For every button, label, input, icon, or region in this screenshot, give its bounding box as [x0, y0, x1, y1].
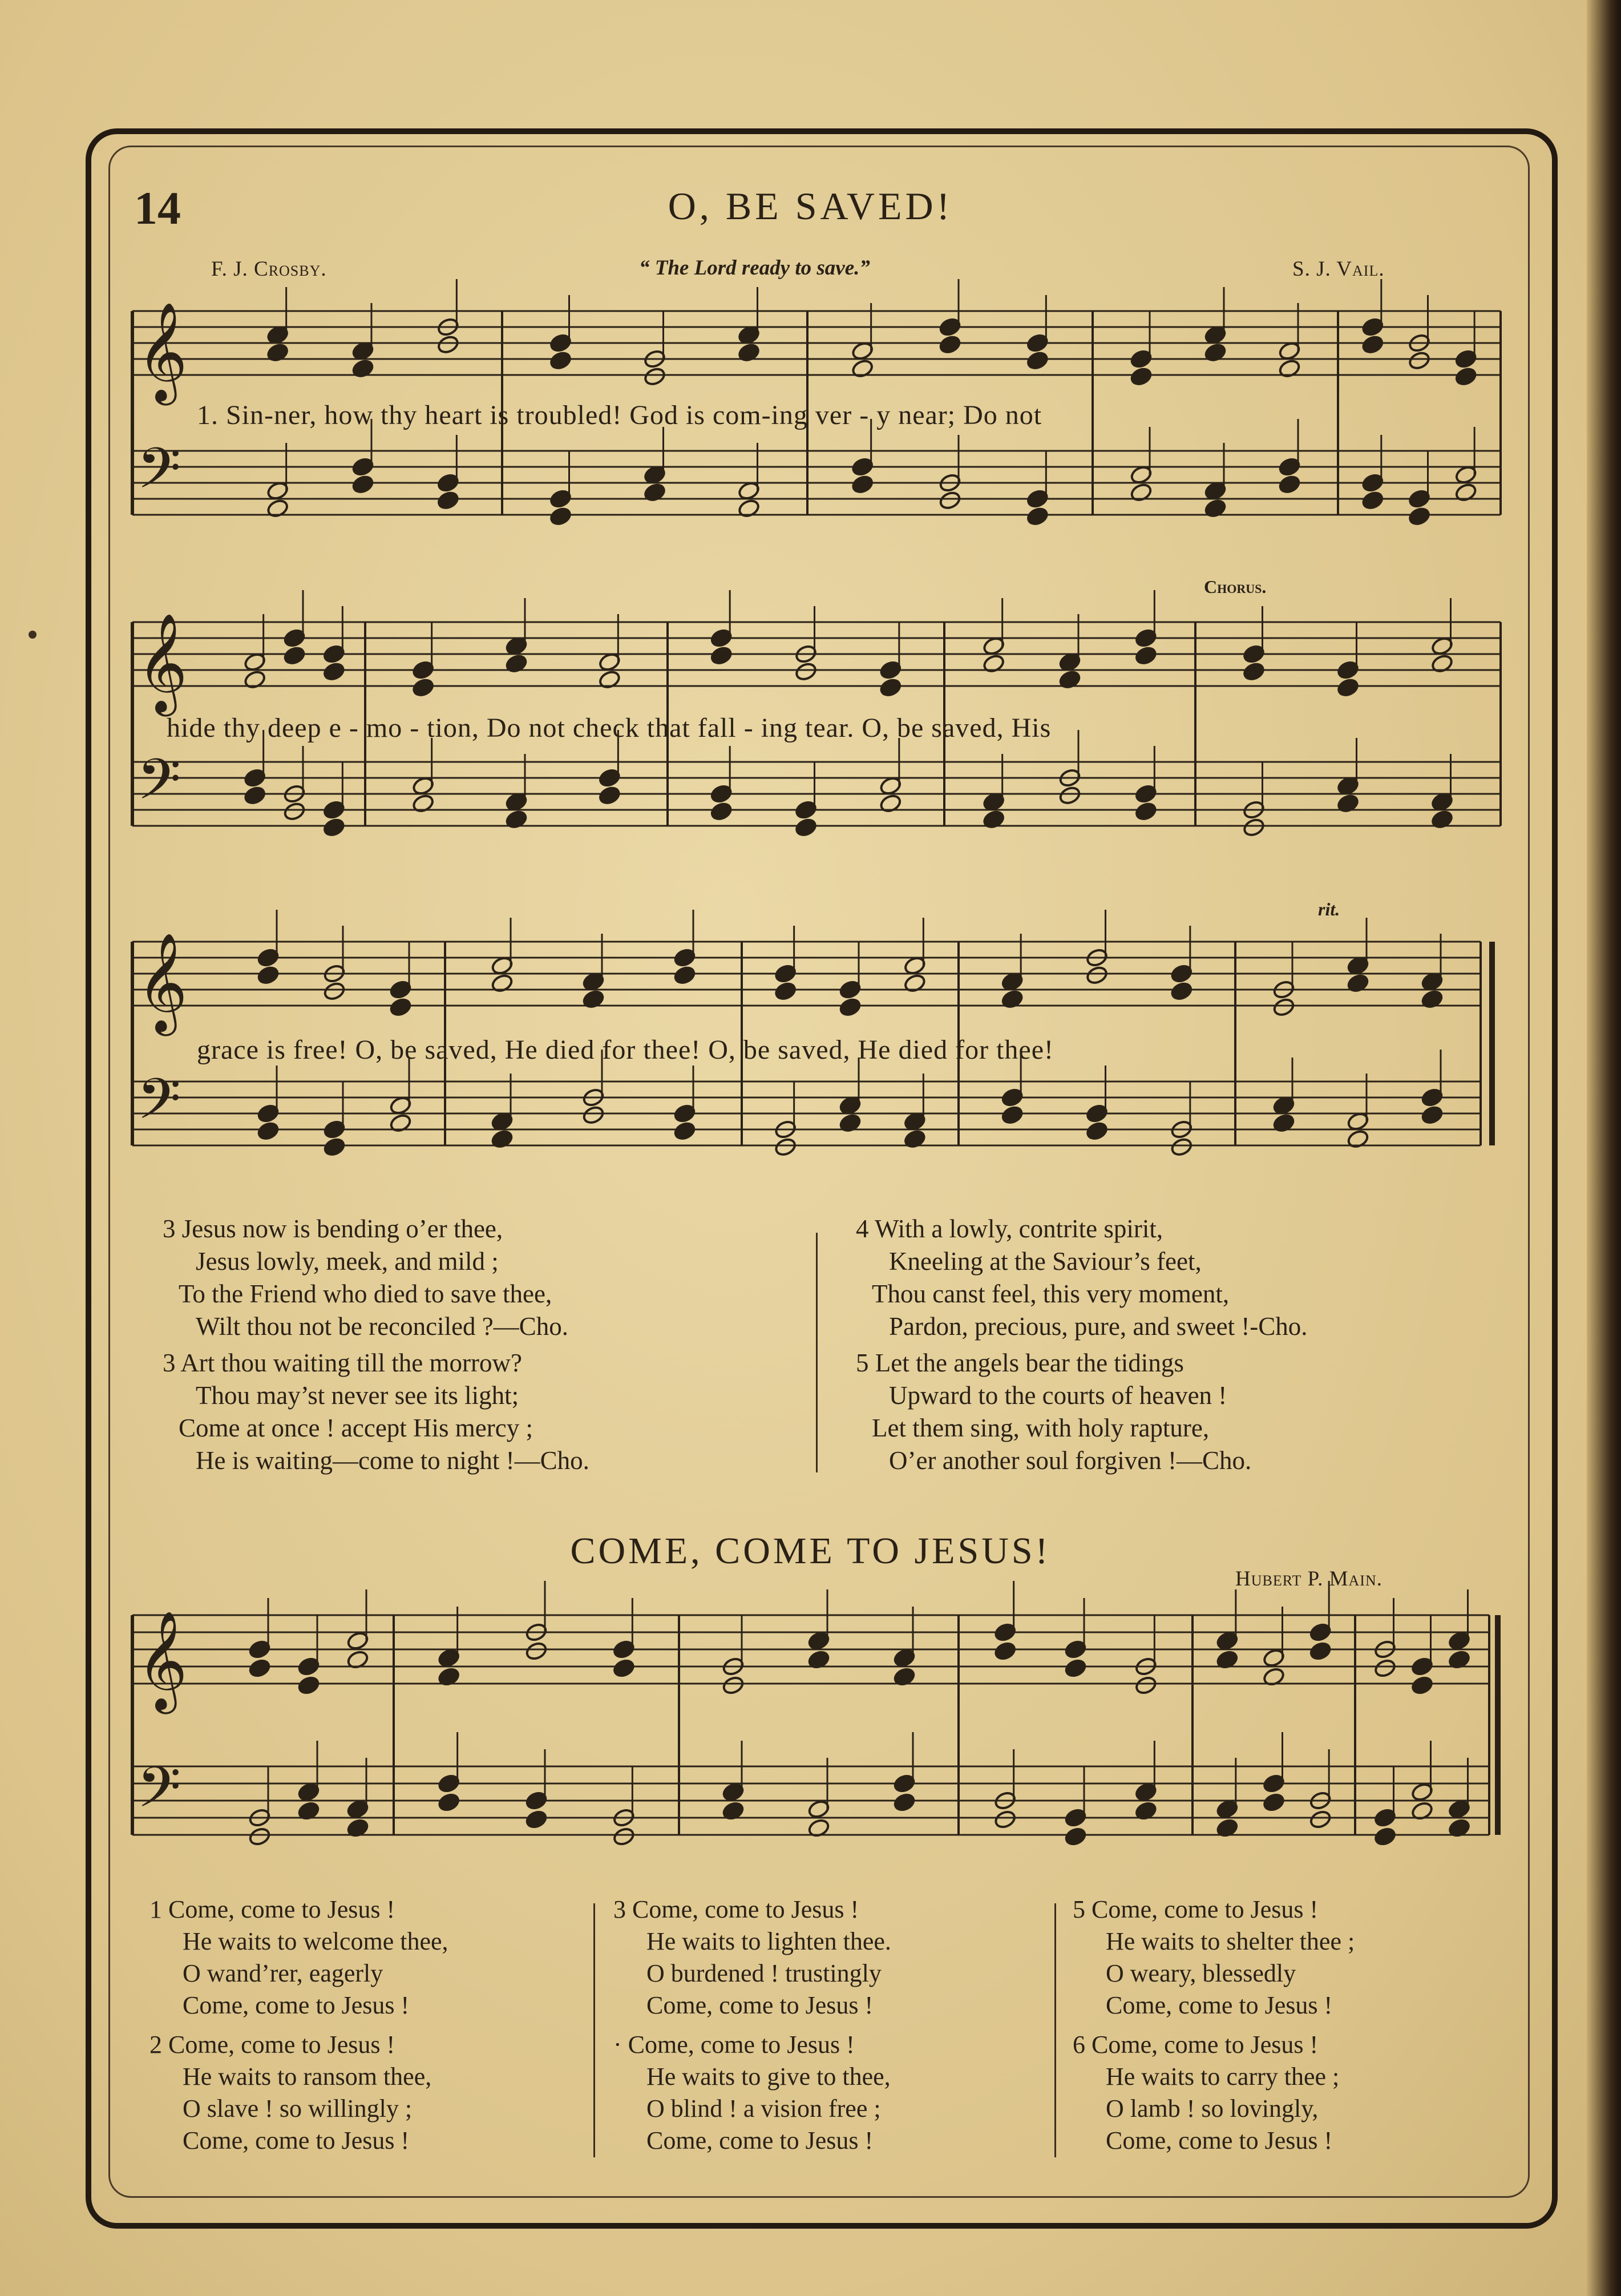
- verse-line: Wilt thou not be reconciled ?—Cho.: [196, 1312, 569, 1341]
- system3-bass-note-head: [1085, 1121, 1109, 1141]
- system4-bass-note-head: [437, 1792, 460, 1813]
- treble-clef-icon: 𝄞: [137, 1611, 188, 1710]
- system1-treble-note-head: [939, 334, 962, 355]
- system4-bass-note-head: [1262, 1792, 1286, 1813]
- verse-line: Come, come to Jesus !: [168, 1895, 395, 1923]
- system1-bass-note-head: [1361, 490, 1384, 511]
- treble-clef-icon: 𝄞: [137, 933, 188, 1032]
- system2-bass-note-head: [322, 817, 346, 838]
- system4-treble-note-head: [1064, 1658, 1088, 1678]
- hymn1-verse-4: [856, 1213, 1308, 1343]
- system4-bass-note-head: [993, 1809, 1017, 1830]
- system1-treble-note-head: [1361, 334, 1384, 355]
- verse-line: Let the angels bear the tidings: [875, 1349, 1184, 1377]
- verse-line: Come, come to Jesus !: [646, 1991, 874, 2019]
- system4-treble-note-head: [993, 1641, 1017, 1661]
- system1-treble-note-head: [1454, 366, 1478, 387]
- hymn1-author: F. J. Crosby.: [211, 257, 327, 281]
- verse-number: 3: [163, 1349, 176, 1377]
- system3-treble-note-head: [1170, 981, 1193, 1002]
- verse-line: Jesus lowly, meek, and mild ;: [196, 1247, 499, 1276]
- bass-clef-icon: 𝄢: [137, 1755, 181, 1834]
- system1-treble-note-head: [436, 334, 460, 355]
- system2-bass-note-head: [1242, 817, 1266, 838]
- hymn1-verse-3a: [163, 1213, 568, 1343]
- verse-line: Art thou waiting till the morrow?: [180, 1349, 522, 1377]
- verse-line: Come, come to Jesus !: [168, 2031, 395, 2059]
- verse-line: Come, come to Jesus !: [1106, 2126, 1333, 2154]
- hymn2-verse-1: [149, 1894, 448, 2021]
- verse-number: 3: [613, 1895, 626, 1923]
- verse-divider: [1054, 1903, 1056, 2157]
- system3-bass-note-head: [1421, 1105, 1444, 1125]
- system3-bass-note-head: [1001, 1105, 1024, 1125]
- bass-clef-icon: 𝄢: [137, 436, 181, 515]
- verse-line: Come, come to Jesus !: [646, 2126, 874, 2154]
- rit-label: rit.: [1318, 899, 1340, 919]
- hymn1-lyric-line-2: hide thy deep e - mo - tion, Do not check that fall - ing tear. O, be saved, His: [167, 713, 1052, 743]
- verse-number: 3: [163, 1214, 176, 1243]
- verse-line: Come, come to Jesus !: [628, 2031, 855, 2059]
- system4-bass-note-head: [1373, 1826, 1397, 1847]
- verse-line: He waits to lighten thee.: [646, 1927, 891, 1955]
- system3-treble-note-head: [774, 981, 797, 1002]
- system2-treble-note-head: [411, 677, 435, 698]
- verse-line: Come, come to Jesus !: [1106, 1991, 1333, 2019]
- system3-bass-note-head: [582, 1105, 605, 1125]
- treble-clef-icon: 𝄞: [137, 613, 188, 712]
- hymn1-verse-3b: [163, 1347, 589, 1477]
- system4-treble-note-head: [1134, 1675, 1158, 1696]
- verse-line: O wand’rer, eagerly: [183, 1959, 383, 1987]
- system3-treble-note-head: [257, 965, 280, 986]
- system1-treble-note-head: [1026, 350, 1049, 371]
- verse-line: Come, come to Jesus !: [183, 1991, 410, 2019]
- verse-line: O weary, blessedly: [1106, 1959, 1296, 1987]
- system1-bass-note-head: [851, 474, 874, 495]
- verse-line: With a lowly, contrite spirit,: [874, 1214, 1163, 1243]
- verse-line: He waits to carry thee ;: [1106, 2063, 1340, 2091]
- hymn1-composer: S. J. Vail.: [1292, 257, 1385, 281]
- system4-bass-note-head: [248, 1826, 272, 1847]
- hymn2-verse-2: [149, 2029, 431, 2157]
- verse-number: 5: [1073, 1895, 1085, 1923]
- system2-bass-note-head: [710, 801, 733, 822]
- verse-number: 4: [856, 1214, 869, 1243]
- system1-bass-note-head: [939, 490, 962, 511]
- system4-treble-note-head: [297, 1675, 321, 1696]
- system1-treble-note-head: [1408, 350, 1431, 371]
- system1-bass-note-head: [436, 490, 460, 511]
- verse-line: O blind ! a vision free ;: [646, 2095, 881, 2123]
- hymn2-verse-3: [613, 1894, 891, 2021]
- hymn2-title: COME, COME TO JESUS!: [570, 1530, 1051, 1572]
- system3-treble-note-head: [839, 997, 862, 1018]
- system3-bass-note-head: [774, 1137, 797, 1157]
- verse-line: Come, come to Jesus !: [632, 1895, 859, 1923]
- system2-bass-note-head: [283, 801, 306, 822]
- hymn1-lyric-line-1: 1. Sin-ner, how thy heart is troubled! God is com-ing ver - y near; Do not: [197, 400, 1042, 430]
- system2-treble-note-head: [794, 661, 818, 682]
- system4-bass-note-head: [525, 1809, 548, 1830]
- system2-bass-note-head: [243, 785, 266, 806]
- chorus-label: Chorus.: [1204, 576, 1267, 597]
- system4-treble-note-head: [1373, 1658, 1397, 1678]
- verse-line: Come at once ! accept His mercy ;: [179, 1414, 533, 1442]
- system3-bass-note-head: [1170, 1137, 1193, 1157]
- hymn2-verse-5: [1073, 1894, 1355, 2021]
- system4-bass-note-head: [1064, 1826, 1088, 1847]
- treble-clef-icon: 𝄞: [137, 302, 188, 401]
- hymn1-subtitle: “ The Lord ready to save.”: [639, 256, 870, 280]
- system4-bass-note-head: [893, 1792, 916, 1813]
- system2-bass-note-head: [794, 817, 818, 838]
- verse-number: 2: [149, 2031, 162, 2059]
- verse-number: 1: [149, 1895, 162, 1923]
- hymn1-verse-5: [856, 1347, 1251, 1477]
- system1-bass-note-head: [1278, 474, 1301, 495]
- system3-treble-note-head: [389, 997, 413, 1018]
- page-number: 14: [134, 182, 181, 234]
- verse-line: He waits to ransom thee,: [183, 2063, 432, 2091]
- hymn2-verse-4: [613, 2029, 891, 2157]
- system2-bass-note-head: [1134, 801, 1158, 822]
- verse-line: Come, come to Jesus !: [1092, 1895, 1319, 1923]
- system1-treble-note-head: [643, 366, 666, 387]
- verse-line: Kneeling at the Saviour’s feet,: [889, 1247, 1202, 1276]
- system1-treble-note-head: [549, 350, 572, 371]
- system4-treble-note-head: [248, 1658, 272, 1678]
- system4-bass-note-head: [612, 1826, 636, 1847]
- hymn2-verse-6: [1073, 2029, 1339, 2157]
- system3-treble-note-head: [1085, 965, 1109, 986]
- system4-treble-note-head: [1410, 1675, 1434, 1696]
- system4-treble-note-head: [525, 1641, 548, 1661]
- bass-clef-icon: 𝄢: [137, 1067, 181, 1146]
- system2-treble-note-head: [1242, 661, 1266, 682]
- verse-number: 5: [856, 1349, 869, 1377]
- system2-treble-note-head: [1134, 645, 1158, 666]
- verse-number: 6: [1073, 2031, 1085, 2059]
- verse-number: ·: [613, 2031, 622, 2059]
- verse-line: Come, come to Jesus !: [183, 2126, 410, 2154]
- system2-treble-note-head: [879, 677, 902, 698]
- verse-line: Let them sing, with holy rapture,: [872, 1414, 1210, 1442]
- system3-treble-note-head: [1272, 997, 1296, 1018]
- hymn2-composer: Hubert P. Main.: [1235, 1567, 1383, 1591]
- verse-line: Come, come to Jesus !: [1092, 2031, 1319, 2059]
- verse-line: To the Friend who died to save thee,: [179, 1280, 552, 1308]
- bass-clef-icon: 𝄢: [137, 747, 181, 826]
- system4-treble-note-head: [1309, 1641, 1332, 1661]
- verse-line: O slave ! so willingly ;: [183, 2095, 413, 2123]
- verse-line: O burdened ! trustingly: [646, 1959, 882, 1987]
- verse-line: He waits to welcome thee,: [183, 1927, 448, 1955]
- system4-bass-note-head: [1309, 1809, 1332, 1830]
- system3-bass-note-head: [673, 1121, 697, 1141]
- system3-treble-note-head: [323, 981, 346, 1002]
- system1-treble-note-head: [1130, 366, 1153, 387]
- system1-bass-note-head: [1026, 506, 1049, 527]
- verse-line: Jesus now is bending o’er thee,: [181, 1214, 503, 1243]
- verse-divider: [816, 1233, 818, 1472]
- system2-treble-note-head: [283, 645, 306, 666]
- system3-bass-note-head: [257, 1121, 280, 1141]
- verse-line: He is waiting—come to night !—Cho.: [196, 1446, 589, 1475]
- system4-treble-note-head: [722, 1675, 745, 1696]
- system2-treble-note-head: [710, 645, 733, 666]
- verse-line: O’er another soul forgiven !—Cho.: [889, 1446, 1252, 1475]
- system2-treble-note-head: [1336, 677, 1360, 698]
- verse-divider: [593, 1903, 595, 2157]
- system3-bass-note-head: [323, 1137, 346, 1157]
- system2-treble-note-head: [322, 661, 346, 682]
- verse-line: Thou canst feel, this very moment,: [872, 1280, 1230, 1308]
- system1-bass-note-head: [549, 506, 572, 527]
- verse-line: Thou may’st never see its light;: [196, 1381, 519, 1410]
- system2-bass-note-head: [1058, 785, 1082, 806]
- system2-bass-note-head: [598, 785, 621, 806]
- verse-line: Pardon, precious, pure, and sweet !-Cho.: [889, 1312, 1308, 1341]
- system1-bass-note-head: [1408, 506, 1431, 527]
- verse-line: Upward to the courts of heaven !: [889, 1381, 1227, 1410]
- verse-line: He waits to shelter thee ;: [1106, 1927, 1355, 1955]
- hymn1-title: O, BE SAVED!: [668, 184, 953, 228]
- verse-line: He waits to give to thee,: [646, 2063, 891, 2091]
- verse-line: O lamb ! so lovingly,: [1106, 2095, 1319, 2123]
- hymn1-lyric-line-3: grace is free! O, be saved, He died for thee! O, be saved, He died for thee!: [197, 1035, 1054, 1065]
- system1-bass-note-head: [351, 474, 375, 495]
- system3-treble-note-head: [673, 965, 697, 986]
- system4-treble-note-head: [612, 1658, 636, 1678]
